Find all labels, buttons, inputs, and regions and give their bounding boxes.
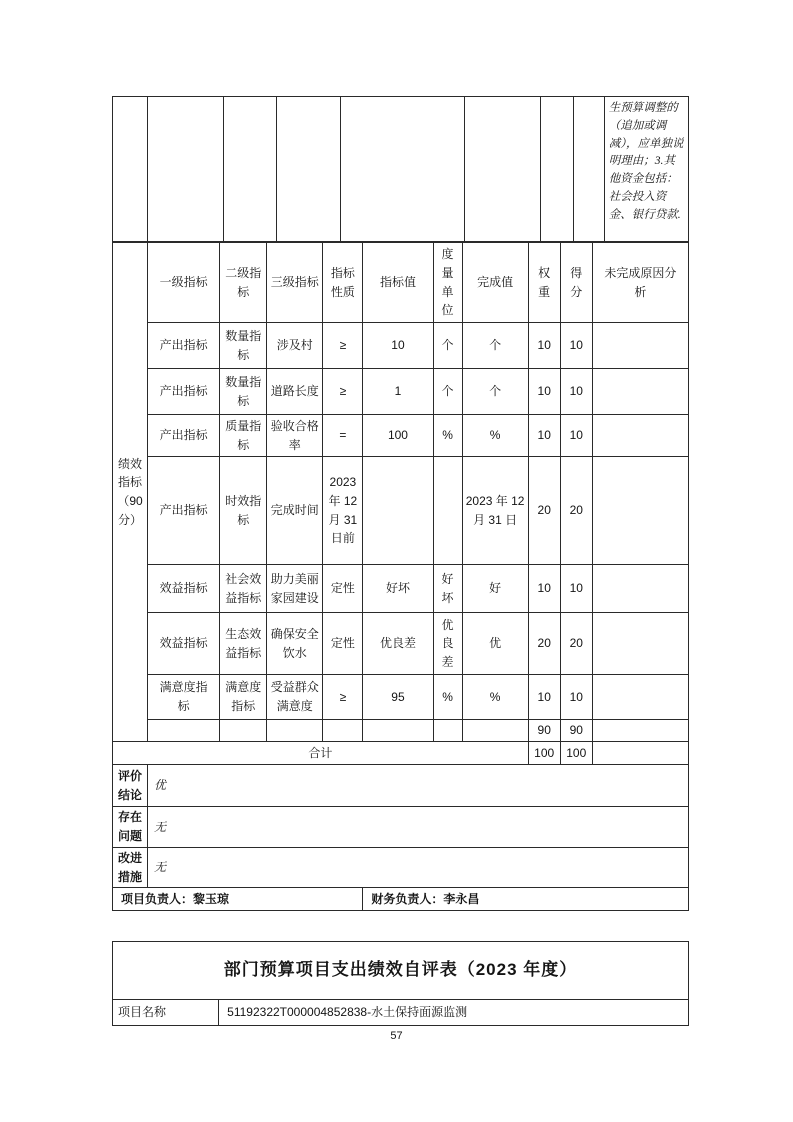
table-cell: 个 xyxy=(462,369,528,415)
table-cell: 社会效益指标 xyxy=(220,565,267,613)
table-cell: 产出指标 xyxy=(148,415,220,457)
table-cell: 10 xyxy=(528,369,560,415)
table-cell: 数量指标 xyxy=(220,369,267,415)
col-header-score xyxy=(560,243,592,323)
table-cell xyxy=(592,457,688,565)
col-header-completion-value: 完成值 xyxy=(462,243,528,323)
table-cell: 产出指标 xyxy=(148,323,220,369)
table-cell: % xyxy=(462,415,528,457)
table-cell: 20 xyxy=(528,457,560,565)
table-cell xyxy=(592,613,688,675)
measure-unit-text: 度量单位 xyxy=(441,247,454,318)
table-cell: 生态效益指标 xyxy=(220,613,267,675)
empty-cell xyxy=(113,97,148,242)
table-continuation-row xyxy=(112,96,689,242)
col-header-incomplete-reason: 未完成原因分析 xyxy=(592,243,688,323)
empty-cell xyxy=(341,97,464,242)
empty-cell xyxy=(592,742,688,765)
table-cell: 2023 年 12 月 31 日 xyxy=(462,457,528,565)
indicator-row xyxy=(113,613,689,675)
empty-cell xyxy=(224,97,277,242)
table-cell: % xyxy=(433,675,462,720)
empty-cell xyxy=(540,97,573,242)
table-cell: 20 xyxy=(560,613,592,675)
table-cell: 完成时间 xyxy=(267,457,323,565)
conclusion-label: 评价结论 xyxy=(113,765,148,807)
performance-self-eval-table xyxy=(112,242,689,911)
table-cell: 优良差 xyxy=(363,613,433,675)
table-cell: 20 xyxy=(560,457,592,565)
table-cell: 满意度指标 xyxy=(220,675,267,720)
next-eval-table xyxy=(112,941,689,1026)
table-cell: 验收合格率 xyxy=(267,415,323,457)
empty-cell xyxy=(464,97,540,242)
table-cell: 数量指标 xyxy=(220,323,267,369)
table-cell xyxy=(462,720,528,742)
problems-value: 无 xyxy=(148,807,689,848)
budget-note-cell: 生预算调整的（追加或调减），应单独说明理由；3.其他资金包括：社会投入资金、银行贷款. xyxy=(604,97,688,242)
table-cell: 产出指标 xyxy=(148,369,220,415)
table-cell: 质量指标 xyxy=(220,415,267,457)
table-cell: 10 xyxy=(528,675,560,720)
total-row xyxy=(113,742,689,765)
table-cell: 个 xyxy=(433,369,462,415)
subtotal-row xyxy=(113,720,689,742)
managers-row xyxy=(113,888,689,911)
table-cell: % xyxy=(462,675,528,720)
indicator-row xyxy=(113,323,689,369)
table-cell xyxy=(433,457,462,565)
indicator-row xyxy=(113,565,689,613)
project-name-value: 51192322T000004852838-水土保持面源监测 xyxy=(219,1000,689,1026)
table-cell: ≥ xyxy=(323,323,363,369)
project-manager-cell: 项目负责人：黎玉琼 xyxy=(113,888,363,911)
table-cell: 10 xyxy=(528,415,560,457)
total-weight-cell: 100 xyxy=(528,742,560,765)
subtotal-weight-cell: 90 xyxy=(528,720,560,742)
performance-indicator-side-label: 绩效指标（90分） xyxy=(113,243,148,742)
table-cell: 10 xyxy=(528,323,560,369)
table-cell: 满意度指标 xyxy=(148,675,220,720)
table-cell xyxy=(363,720,433,742)
col-header-indicator-nature: 指标性质 xyxy=(323,243,363,323)
table-cell: 10 xyxy=(560,415,592,457)
table-cell xyxy=(323,720,363,742)
table-cell: 20 xyxy=(528,613,560,675)
project-name-row xyxy=(113,1000,689,1026)
table-cell: 效益指标 xyxy=(148,613,220,675)
table-cell: 助力美丽家园建设 xyxy=(267,565,323,613)
empty-cell xyxy=(573,97,604,242)
table-cell: 定性 xyxy=(323,565,363,613)
problems-label: 存在问题 xyxy=(113,807,148,848)
table-cell: 时效指标 xyxy=(220,457,267,565)
table-cell: 100 xyxy=(363,415,433,457)
indicator-row xyxy=(113,369,689,415)
table-cell xyxy=(592,369,688,415)
table-cell: ≥ xyxy=(323,675,363,720)
table-cell: 1 xyxy=(363,369,433,415)
score-header-text: 得分 xyxy=(570,265,583,299)
improvements-row xyxy=(113,848,689,888)
indicator-row xyxy=(113,675,689,720)
col-header-indicator-value: 指标值 xyxy=(363,243,433,323)
table-cell xyxy=(363,457,433,565)
continuation-row xyxy=(113,97,689,242)
improvements-label: 改进措施 xyxy=(113,848,148,888)
header-row xyxy=(113,243,689,323)
table-cell: 优 xyxy=(462,613,528,675)
table-cell xyxy=(592,415,688,457)
indicator-row xyxy=(113,457,689,565)
problems-row xyxy=(113,807,689,848)
table-cell: % xyxy=(433,415,462,457)
table-cell: 个 xyxy=(462,323,528,369)
table-cell: 涉及村 xyxy=(267,323,323,369)
total-label-cell: 合计 xyxy=(113,742,529,765)
col-header-measure-unit xyxy=(433,243,462,323)
table-cell xyxy=(148,720,220,742)
table-cell xyxy=(220,720,267,742)
col-header-level3-indicator: 三级指标 xyxy=(267,243,323,323)
table-cell: 10 xyxy=(560,323,592,369)
table-cell: 2023 年 12 月 31 日前 xyxy=(323,457,363,565)
table-cell xyxy=(592,675,688,720)
weight-header-text: 权重 xyxy=(538,265,551,299)
conclusion-value: 优 xyxy=(148,765,689,807)
conclusion-row xyxy=(113,765,689,807)
table-cell xyxy=(592,565,688,613)
col-header-weight xyxy=(528,243,560,323)
table-cell: 好 xyxy=(462,565,528,613)
table-cell: 10 xyxy=(560,675,592,720)
table-cell: = xyxy=(323,415,363,457)
table-cell: 10 xyxy=(560,369,592,415)
col-header-level2-indicator: 二级指标 xyxy=(220,243,267,323)
col-header-level1-indicator: 一级指标 xyxy=(148,243,220,323)
table-cell: 10 xyxy=(528,565,560,613)
table-cell: 10 xyxy=(363,323,433,369)
table-cell: 效益指标 xyxy=(148,565,220,613)
table-cell: 道路长度 xyxy=(267,369,323,415)
indicator-row xyxy=(113,415,689,457)
table-cell xyxy=(267,720,323,742)
project-name-label: 项目名称 xyxy=(113,1000,219,1026)
table-cell: 受益群众满意度 xyxy=(267,675,323,720)
table-cell: 定性 xyxy=(323,613,363,675)
table-cell: 确保安全饮水 xyxy=(267,613,323,675)
table-cell xyxy=(592,720,688,742)
next-table-title: 部门预算项目支出绩效自评表（2023 年度） xyxy=(113,942,689,1000)
next-table-title-row xyxy=(113,942,689,1000)
page-number: 57 xyxy=(390,1030,403,1042)
table-cell: 95 xyxy=(363,675,433,720)
empty-cell xyxy=(277,97,341,242)
table-cell: 好坏 xyxy=(363,565,433,613)
table-cell: 个 xyxy=(433,323,462,369)
table-cell xyxy=(592,323,688,369)
table-cell xyxy=(433,720,462,742)
table-cell: ≥ xyxy=(323,369,363,415)
finance-manager-cell: 财务负责人：李永昌 xyxy=(363,888,689,911)
empty-cell xyxy=(148,97,224,242)
improvements-value: 无 xyxy=(148,848,689,888)
table-cell: 10 xyxy=(560,565,592,613)
table-cell: 好坏 xyxy=(433,565,462,613)
total-score-cell: 100 xyxy=(560,742,592,765)
table-cell: 优良差 xyxy=(433,613,462,675)
subtotal-score-cell: 90 xyxy=(560,720,592,742)
table-cell: 产出指标 xyxy=(148,457,220,565)
